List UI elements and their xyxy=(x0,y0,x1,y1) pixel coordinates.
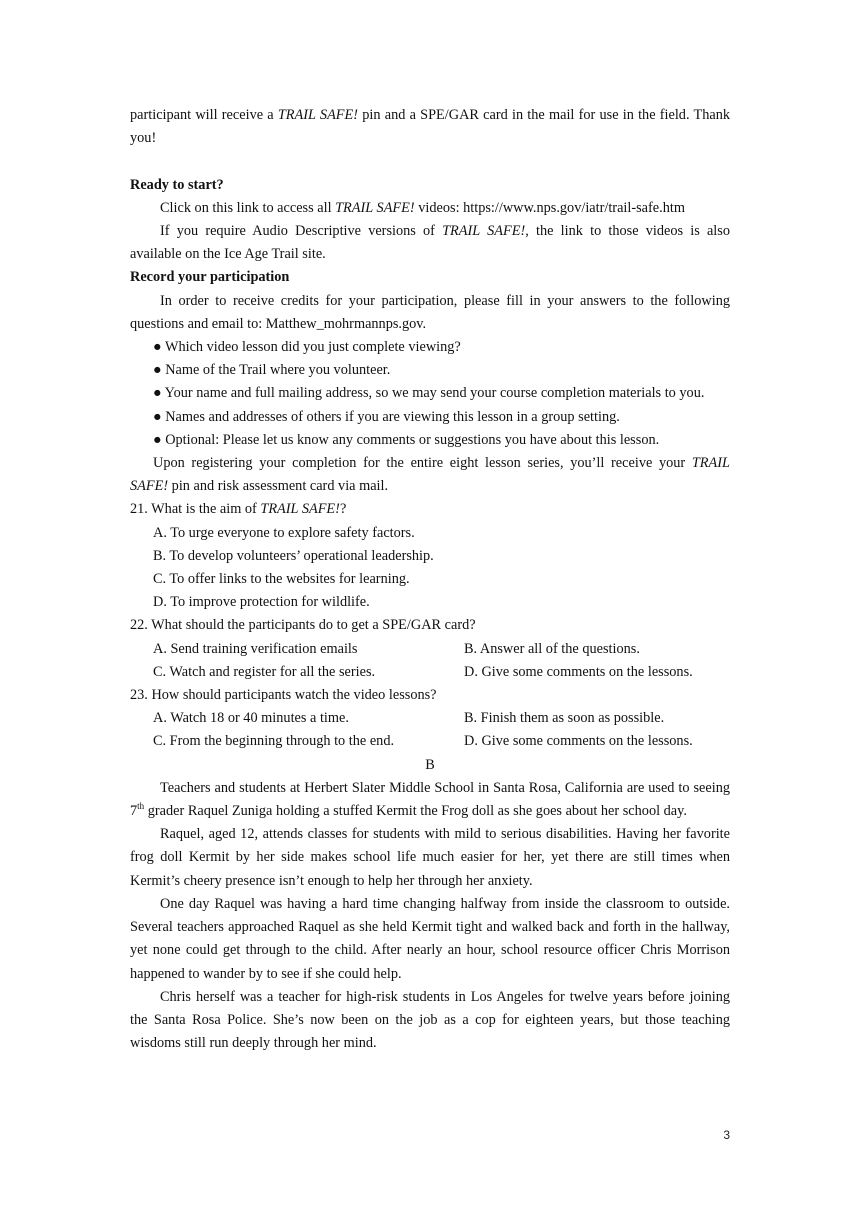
option-b: B. Answer all of the questions. xyxy=(464,640,640,657)
question-mark: ? xyxy=(339,501,347,518)
closing-text: Upon registering your completion for the entire eight lesson series, you’ll receive your xyxy=(153,455,692,472)
option-d: D. To improve protection for wildlife. xyxy=(153,594,370,611)
intro-paragraph xyxy=(130,104,730,150)
option-d: D. Give some comments on the lessons. xyxy=(464,663,693,680)
option-a: A. To urge everyone to explore safety factors. xyxy=(153,524,415,541)
link-text: Click on this link to access all xyxy=(160,199,336,216)
passage-paragraph: One day Raquel was having a hard time changing halfway from inside the classroom to outside. Several teachers approached Raquel as she held Kermit tight and walked back and forth in the hallway, yet none could get through to the child. After nearly an hour, school resource officer Chris Morrison happened to wander by to see if she could help. xyxy=(130,895,730,982)
option-c: C. To offer links to the websites for learning. xyxy=(153,571,410,588)
record-closing xyxy=(130,452,730,498)
record-intro: In order to receive credits for your participation, please fill in your answers to the following questions and email to: Matthew_mohrmannps.gov. xyxy=(130,292,730,332)
passage-text: Teachers and students at Herbert Slater Middle School in Santa Rosa, California are used to seeing 7 xyxy=(130,779,730,820)
question-text: 21. What is the aim of xyxy=(130,501,261,518)
option-d: D. Give some comments on the lessons. xyxy=(464,733,693,750)
option-b: B. To develop volunteers’ operational leadership. xyxy=(153,547,434,564)
list-item: ● Optional: Please let us know any comments or suggestions you have about this lesson. xyxy=(153,431,660,448)
intro-text-end: pin and a SPE/GAR card in the mail for use in the field. Thank you! xyxy=(130,107,731,147)
options-row xyxy=(130,730,730,753)
list-item: ● Which video lesson did you just complete viewing? xyxy=(153,339,461,356)
ordinal-suffix: th xyxy=(137,801,145,812)
option-a: A. Watch 18 or 40 minutes a time. xyxy=(153,710,349,727)
page-number: 3 xyxy=(723,1128,730,1142)
passage-text-end: grader Raquel Zuniga holding a stuffed Kermit the Frog doll as she goes about her school day. xyxy=(144,803,687,820)
trail-safe-emphasis: TRAIL SAFE! xyxy=(277,107,359,123)
passage-paragraph xyxy=(130,777,730,823)
section-label: B xyxy=(425,756,435,773)
ready-heading: Ready to start? xyxy=(130,176,224,193)
trail-safe-emphasis: TRAIL SAFE! xyxy=(335,199,415,216)
options-row xyxy=(130,638,730,661)
list-item: ● Your name and full mailing address, so we may send your course completion materials to you. xyxy=(153,385,705,402)
spacer xyxy=(130,150,730,173)
option-c: C. From the beginning through to the end. xyxy=(153,733,395,750)
option-a: A. Send training verification emails xyxy=(153,640,358,657)
trail-safe-emphasis: TRAIL SAFE! xyxy=(260,501,340,518)
option-c: C. Watch and register for all the series. xyxy=(153,663,376,680)
question-22: 22. What should the participants do to get a SPE/GAR card? xyxy=(130,617,476,634)
question-23: 23. How should participants watch the video lessons? xyxy=(130,687,437,704)
audio-text: If you require Audio Descriptive versions of xyxy=(160,223,443,239)
trail-safe-emphasis: TRAIL SAFE! xyxy=(130,455,730,495)
audio-text-end: , the link to those videos is also available on the Ice Age Trail site. xyxy=(130,223,730,263)
trail-safe-emphasis: TRAIL SAFE! xyxy=(442,223,526,239)
closing-text-end: pin and risk assessment card via mail. xyxy=(168,478,389,495)
option-b: B. Finish them as soon as possible. xyxy=(464,710,665,727)
intro-text: participant will receive a xyxy=(130,107,278,123)
passage-paragraph: Raquel, aged 12, attends classes for students with mild to serious disabilities. Having her favorite frog doll Kermit by her side makes school life much easier for her, yet there are still times when Kermit’s cheery presence isn’t enough to help her through her anxiety. xyxy=(130,826,730,889)
record-heading: Record your participation xyxy=(130,269,290,286)
options-row xyxy=(130,707,730,730)
document-page xyxy=(130,104,730,1055)
audio-paragraph xyxy=(130,220,730,266)
question-21 xyxy=(130,498,730,521)
passage-paragraph: Chris herself was a teacher for high-risk students in Los Angeles for twelve years before joining the Santa Rosa Police. She’s now been on the job as a cop for eighteen years, but those teaching wisdoms still run deeply through her mind. xyxy=(130,988,730,1052)
link-paragraph xyxy=(130,197,730,220)
options-row xyxy=(130,661,730,684)
list-item: ● Name of the Trail where you volunteer. xyxy=(153,362,391,379)
link-url-text: videos: https://www.nps.gov/iatr/trail-safe.htm xyxy=(414,199,685,216)
list-item: ● Names and addresses of others if you are viewing this lesson in a group setting. xyxy=(153,408,620,425)
